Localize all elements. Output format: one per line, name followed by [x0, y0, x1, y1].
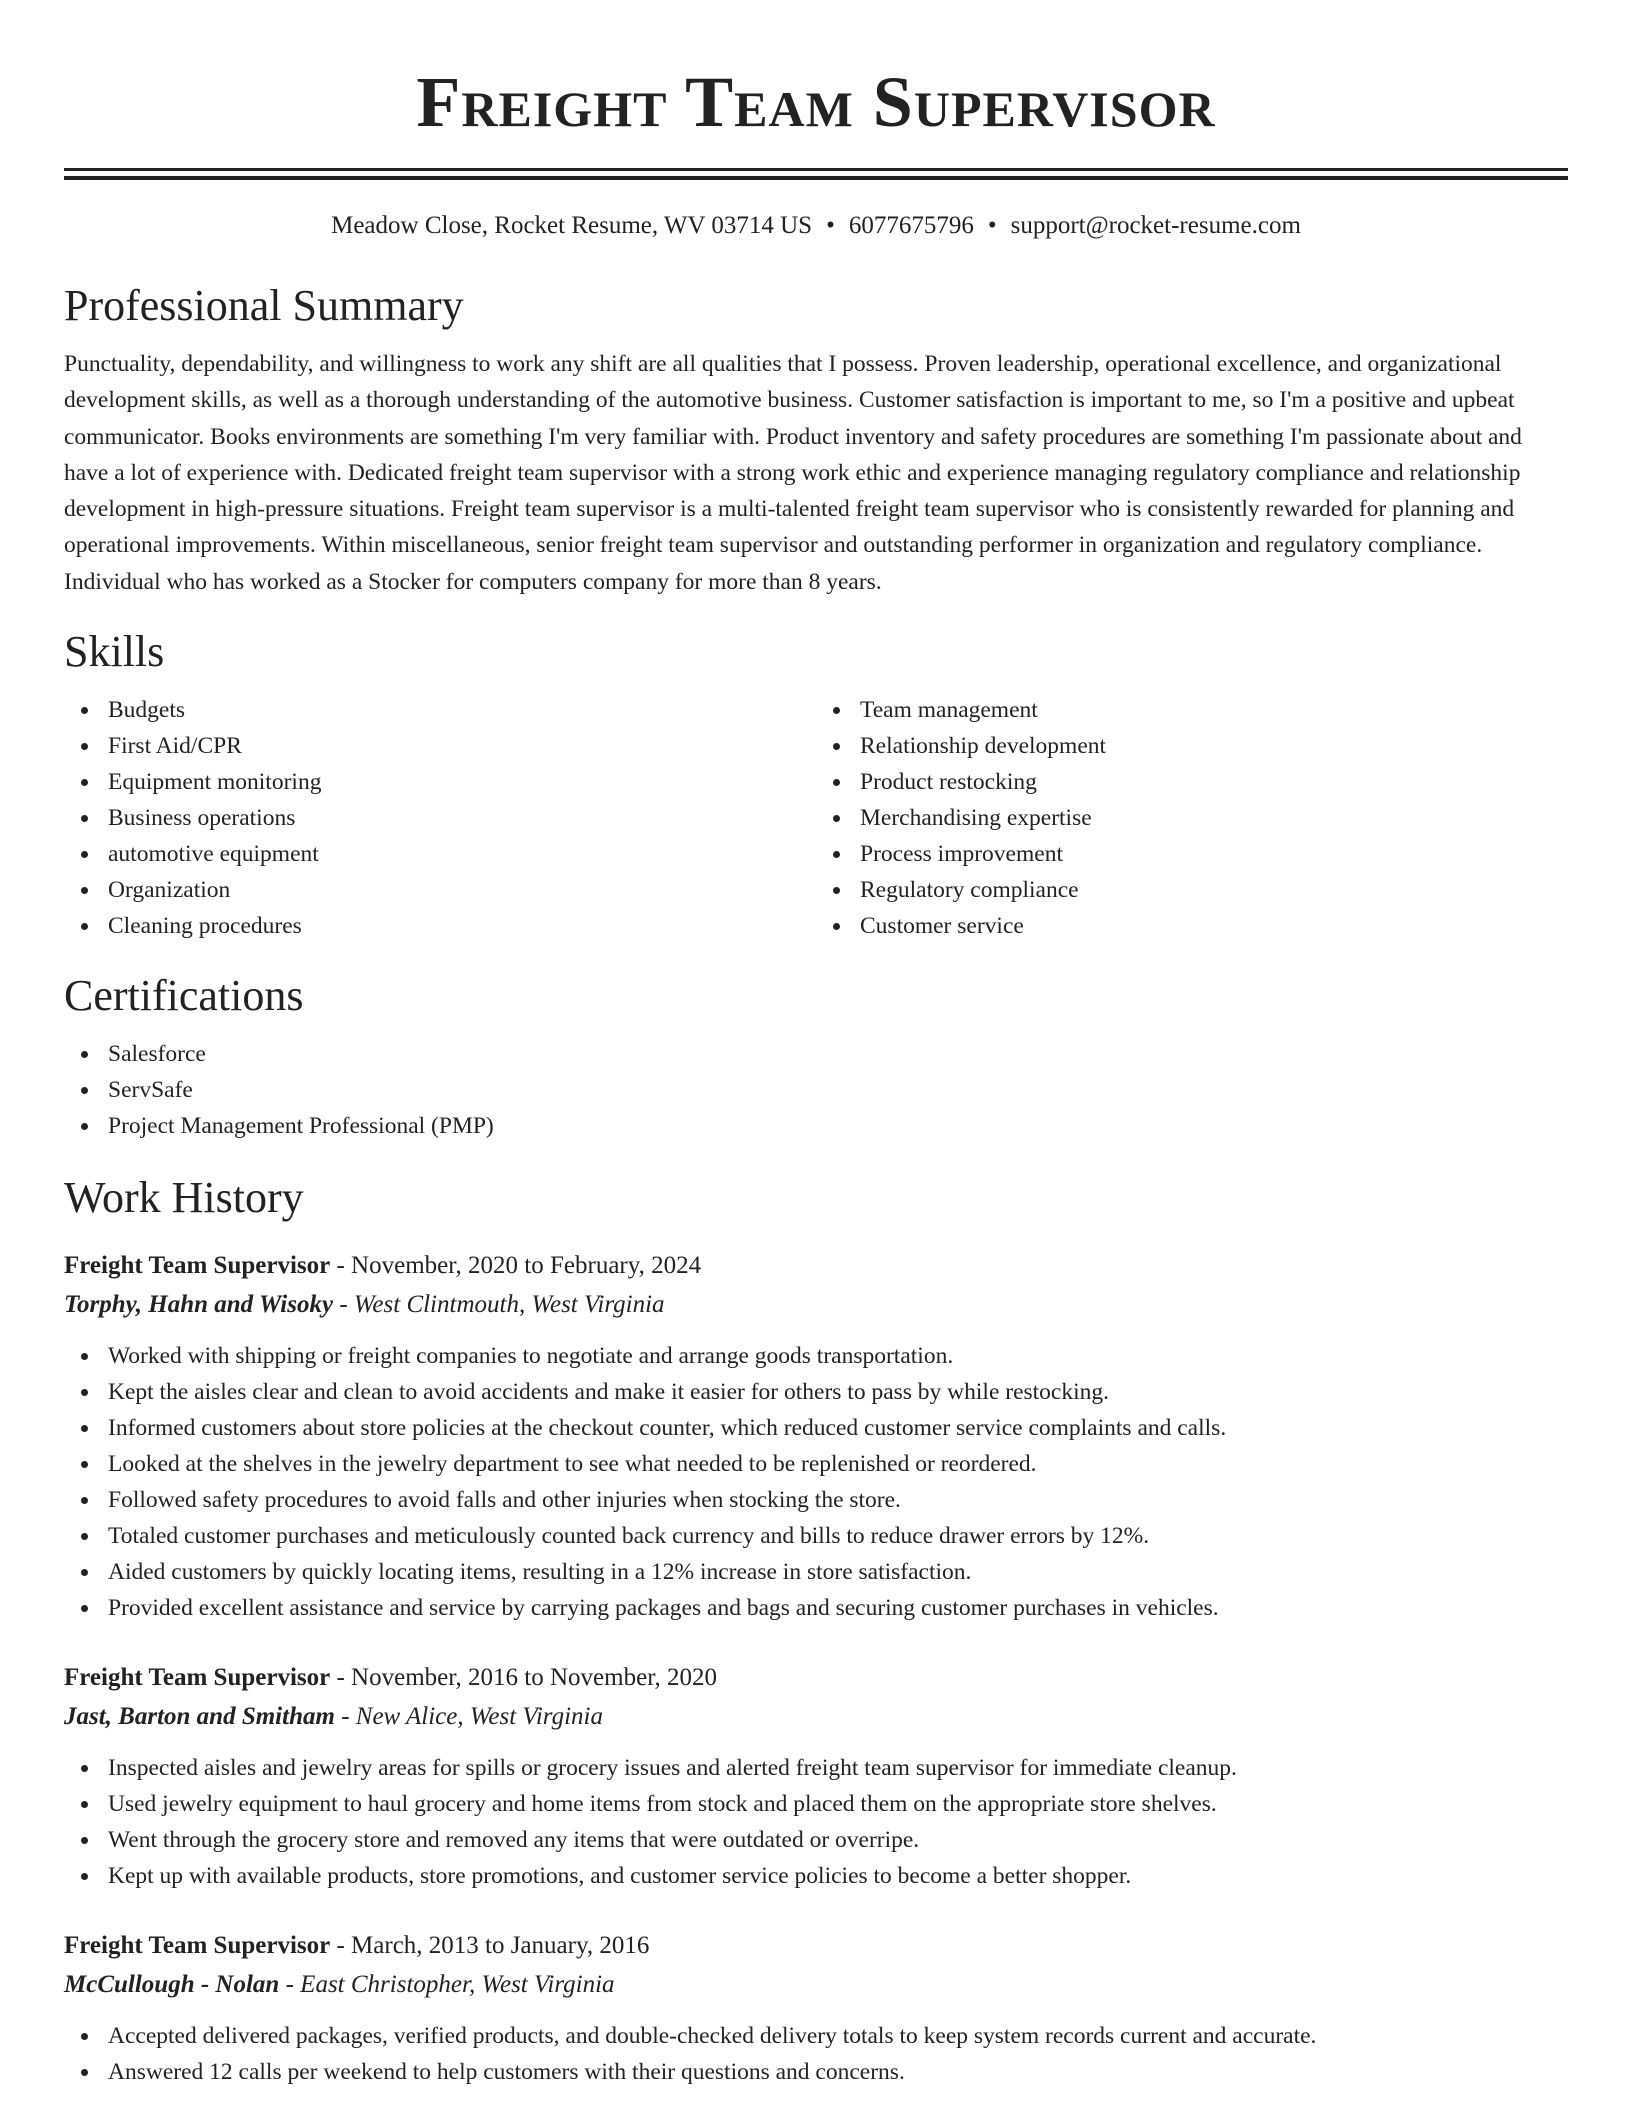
job-location: - West Clintmouth, West Virginia: [333, 1291, 665, 1319]
job-bullet: Worked with shipping or freight companies to negotiate and arrange goods transportation.: [108, 1338, 1568, 1374]
job-bullet: Looked at the shelves in the jewelry department to see what needed to be replenished or reordered.: [108, 1446, 1568, 1482]
skill-item: Relationship development: [860, 728, 1568, 764]
job-role: Freight Team Supervisor: [64, 1664, 331, 1692]
job-company: McCullough - Nolan: [64, 1971, 280, 1999]
job-bullet: Totaled customer purchases and meticulously counted back currency and bills to reduce drawer errors by 12%.: [108, 1518, 1568, 1554]
job-title-line: [64, 1658, 1568, 1698]
job-bullet: Answered 12 calls per weekend to help customers with their questions and concerns.: [108, 2054, 1568, 2090]
job-bullet: Went through the grocery store and removed any items that were outdated or overripe.: [108, 1822, 1568, 1858]
job-role: Freight Team Supervisor: [64, 1252, 331, 1280]
job-company: Torphy, Hahn and Wisoky: [64, 1291, 334, 1319]
certification-item: Salesforce: [108, 1036, 1568, 1072]
skill-item: automotive equipment: [108, 836, 816, 872]
contact-email[interactable]: support@rocket-resume.com: [1010, 212, 1301, 239]
certification-item: ServSafe: [108, 1072, 1568, 1108]
job-bullet: Accepted delivered packages, verified products, and double-checked delivery totals to keep system records current and accurate.: [108, 2018, 1568, 2054]
skill-item: Cleaning procedures: [108, 908, 816, 944]
job-bullet: Inspected aisles and jewelry areas for spills or grocery issues and alerted freight team supervisor for immediate cleanup.: [108, 1750, 1568, 1786]
job-role: Freight Team Supervisor: [64, 1932, 331, 1960]
summary-text: Punctuality, dependability, and willingness to work any shift are all qualities that I possess. Proven leadership, operational excellence, and organizational development skills, as well as a thorough understanding of the automotive business. Customer satisfaction is important to me, so I'm a positive and upbeat communicator. Books environments are something I'm very familiar with. Product inventory and safety procedures are something I'm passionate about and have a lot of experience with. Dedicated freight team supervisor with a strong work ethic and experience managing regulatory compliance and relationship development in high-pressure situations. Freight team supervisor is a multi-talented freight team supervisor who is consistently rewarded for planning and operational improvements. Within miscellaneous, senior freight team supervisor and outstanding performer in organization and regulatory compliance. Individual who has worked as a Stocker for computers company for more than 8 years.: [64, 351, 1522, 595]
skill-item: Budgets: [108, 692, 816, 728]
contact-separator: •: [826, 212, 835, 239]
job-entry: [64, 1246, 1568, 1626]
job-company-line: [64, 1698, 1568, 1736]
skill-item: Business operations: [108, 800, 816, 836]
contact-phone: 6077675796: [848, 212, 974, 239]
job-dates: - November, 2020 to February, 2024: [330, 1252, 702, 1280]
certifications-heading: Certifications: [64, 971, 304, 1021]
job-bullet: Followed safety procedures to avoid falls and other injuries when stocking the store.: [108, 1482, 1568, 1518]
summary-heading: Professional Summary: [64, 281, 464, 330]
job-location: - New Alice, West Virginia: [334, 1703, 603, 1731]
job-entry: [64, 1926, 1568, 2090]
skill-item: Team management: [860, 692, 1568, 728]
skill-item: Equipment monitoring: [108, 764, 816, 800]
skill-item: Process improvement: [860, 836, 1568, 872]
certification-item: Project Management Professional (PMP): [108, 1108, 1568, 1144]
skill-item: Regulatory compliance: [860, 872, 1568, 908]
contact-line: [64, 210, 1568, 242]
certifications-list: [64, 1036, 1568, 1144]
work-history-heading: Work History: [64, 1173, 304, 1223]
job-company-line: [64, 1966, 1568, 2004]
skill-item: Merchandising expertise: [860, 800, 1568, 836]
header-rule-bottom: [64, 176, 1568, 180]
skills-heading: Skills: [64, 627, 165, 677]
job-company-line: [64, 1286, 1568, 1324]
job-bullet: Provided excellent assistance and service by carrying packages and bags and securing customer purchases in vehicles.: [108, 1590, 1568, 1626]
header-rule-top: [64, 168, 1568, 171]
job-bullets: [64, 1750, 1568, 1894]
job-title-line: [64, 1926, 1568, 1966]
skills-list: [64, 692, 1568, 944]
skills-column-right: [816, 692, 1568, 944]
job-bullet: Kept the aisles clear and clean to avoid accidents and make it easier for others to pass by while restocking.: [108, 1374, 1568, 1410]
job-dates: - March, 2013 to January, 2016: [330, 1932, 650, 1960]
job-company: Jast, Barton and Smitham: [64, 1703, 335, 1731]
job-bullets: [64, 1338, 1568, 1626]
job-bullet: Informed customers about store policies at the checkout counter, which reduced customer service complaints and calls.: [108, 1410, 1568, 1446]
resume-name: Freight Team Supervisor: [416, 62, 1216, 142]
contact-separator: •: [987, 212, 997, 239]
contact-address: Meadow Close, Rocket Resume, WV 03714 US: [331, 212, 813, 239]
skills-column-left: [64, 692, 816, 944]
job-bullet: Used jewelry equipment to haul grocery and home items from stock and placed them on the appropriate store shelves.: [108, 1786, 1568, 1822]
skill-item: First Aid/CPR: [108, 728, 816, 764]
skill-item: Product restocking: [860, 764, 1568, 800]
job-dates: - November, 2016 to November, 2020: [330, 1664, 718, 1692]
job-location: - East Christopher, West Virginia: [279, 1971, 615, 1999]
skill-item: Customer service: [860, 908, 1568, 944]
job-title-line: [64, 1246, 1568, 1286]
job-entry: [64, 1658, 1568, 1894]
job-bullet: Aided customers by quickly locating items, resulting in a 12% increase in store satisfaction.: [108, 1554, 1568, 1590]
job-bullet: Kept up with available products, store promotions, and customer service policies to become a better shopper.: [108, 1858, 1568, 1894]
job-bullets: [64, 2018, 1568, 2090]
skill-item: Organization: [108, 872, 816, 908]
